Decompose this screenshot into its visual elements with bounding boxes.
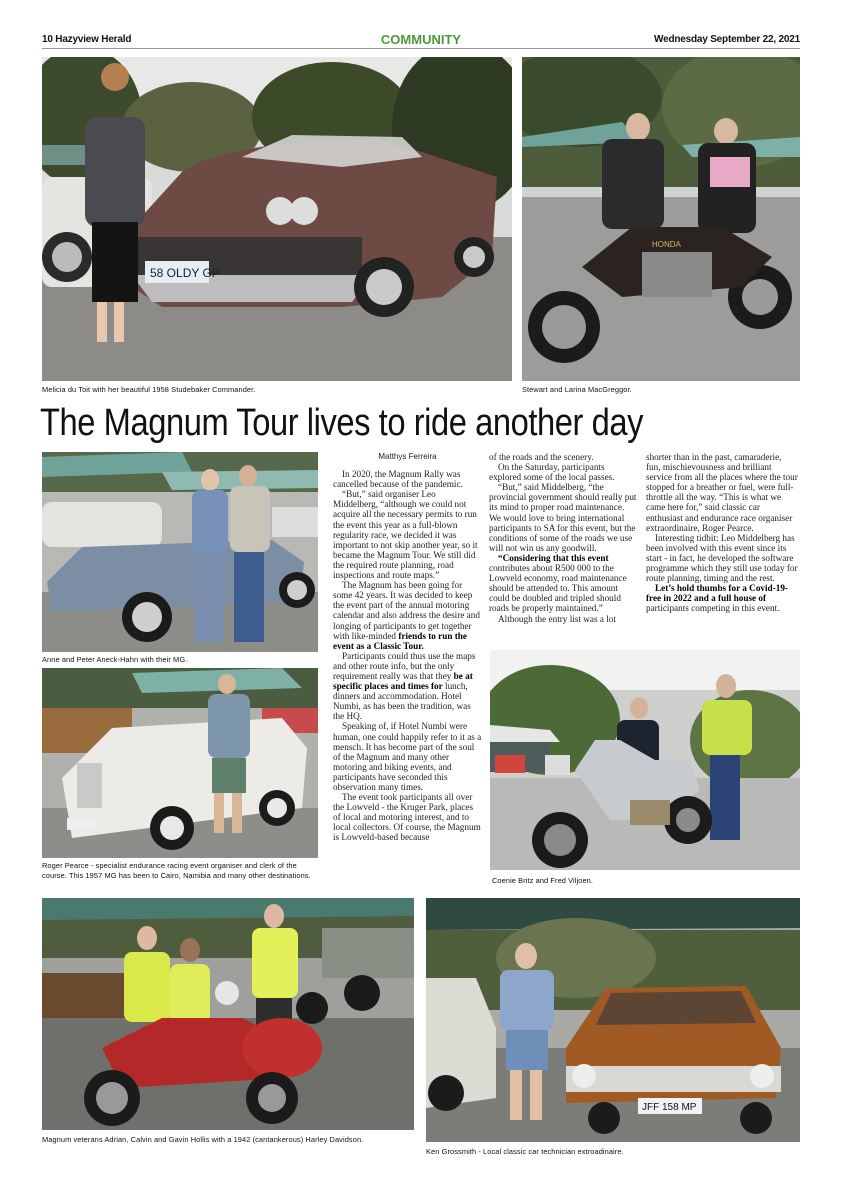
caption-ford-orange: Ken Grossmith - Local classic car technician extroadinaire. — [426, 1147, 624, 1156]
section-title: COMMUNITY — [380, 32, 462, 47]
caption-mg-blue: Anne and Peter Aneck-Hahn with their MG. — [42, 655, 188, 664]
caption-mg-white: Roger Pearce - specialist endurance racing event organiser and clerk of the course. This 1957 MG has been to Cairo, Namibia and many other destinations. — [42, 861, 311, 880]
paragraph: “Considering that this event contributes about R500 000 to the Lowveld economy, road maintenance should be attended to. This amount could be doubled and tripled should roads be properly maintained.” — [489, 552, 627, 614]
photo-ford-orange — [426, 898, 800, 1142]
caption-honda: Stewart and Larina MacGreggor. — [522, 385, 632, 394]
paragraph: Participants could thus use the maps and other route info, but the only requirement really was that they be at specific places and times for lunch, dinners and accommodation. Hotel Numbi, as has been the tradition, was the HQ. — [333, 650, 476, 722]
photo-mg-white — [42, 668, 318, 858]
paragraph: “But,” said organiser Leo Middelberg, “although we could not acquire all the necessary permits to run the event this year as a full-blown regularity race, we decided it was important to not skip another year, so it became the Magnum Tour. We still did the required route planning, road inspections and route maps.” — [333, 489, 478, 581]
paragraph: On the Saturday, participants explored some of the local passes. — [489, 462, 615, 483]
photo-harley-davidson — [42, 898, 414, 1130]
issue-date: Wednesday September 22, 2021 — [654, 34, 800, 45]
paragraph: shorter than in the past, camaraderie, fun, mischievousness and brilliant service from all the places where the tour stopped for a breather or fuel, were full-throttle all the way. “This is what we came here for,” said classic car enthusiast and endurance race organiser extraordinaire, Roger Pearce. — [646, 452, 798, 533]
article-column-3 — [646, 452, 798, 614]
paragraph: In 2020, the Magnum Rally was cancelled because of the pandemic. — [333, 469, 463, 490]
page-number-publication: 10 Hazyview Herald — [42, 34, 132, 45]
caption-studebaker: Melicia du Toit with her beautiful 1958 Studebaker Commander. — [42, 385, 256, 394]
paragraph: The Magnum has been going for some 42 years. It was decided to keep the event part of the annual motoring calendar and also address the desire and longing of participants to get together with like-minded friends to run the event as a Classic Tour. — [333, 580, 480, 651]
paragraph: Let’s hold thumbs for a Covid-19-free in 2022 and a full house of participants competing in this event. — [646, 583, 788, 614]
byline: Matthys Ferreira — [378, 452, 437, 461]
honda-badge: HONDA — [652, 240, 681, 249]
caption-moto-guzzi: Coenie Britz and Fred Viljoen. — [492, 876, 594, 885]
article-column-2 — [489, 452, 638, 624]
paragraph: “But,” said Middelberg, “the provincial government should really put its mind to proper road maintenance. We would love to bring international participants to SA for this event, but the conditions of some of the roads we use will not win us any goodwill. — [489, 482, 637, 553]
paragraph: Speaking of, if Hotel Numbi were human, one could happily refer to it as a mensch. It has become part of the soul of the Magnum and many other motoring and biking events, and participants have seconded this observation many times. — [333, 721, 482, 792]
headline: The Magnum Tour lives to ride another day — [40, 402, 644, 444]
paragraph: Interesting tidbit: Leo Middelberg has been involved with this event since its start - in fact, he developed the software programme which they still use today for route planning, timing and the rest. — [646, 532, 798, 584]
photo-mg-blue — [42, 452, 318, 652]
photo-honda-motorcycle — [522, 57, 800, 381]
paragraph: of the roads and the scenery. — [489, 452, 594, 462]
caption-harley-davidson: Magnum veterans Adrian, Calvin and Gavin Hollis with a 1942 (cantankerous) Harley Davidson. — [42, 1135, 364, 1144]
license-plate-text: JFF 158 MP — [642, 1102, 697, 1113]
article-column-1 — [333, 452, 482, 843]
paragraph: Although the entry list was a lot — [498, 613, 616, 624]
license-plate-text: 58 OLDY GP — [150, 266, 220, 280]
header-rule — [42, 48, 800, 49]
paragraph: The event took participants all over the Lowveld - the Kruger Park, places of local and motoring interest, and to local collectors. Of course, the Magnum is Lowveld-based because — [333, 792, 481, 843]
photo-moto-guzzi — [490, 650, 800, 870]
photo-studebaker — [42, 57, 512, 381]
